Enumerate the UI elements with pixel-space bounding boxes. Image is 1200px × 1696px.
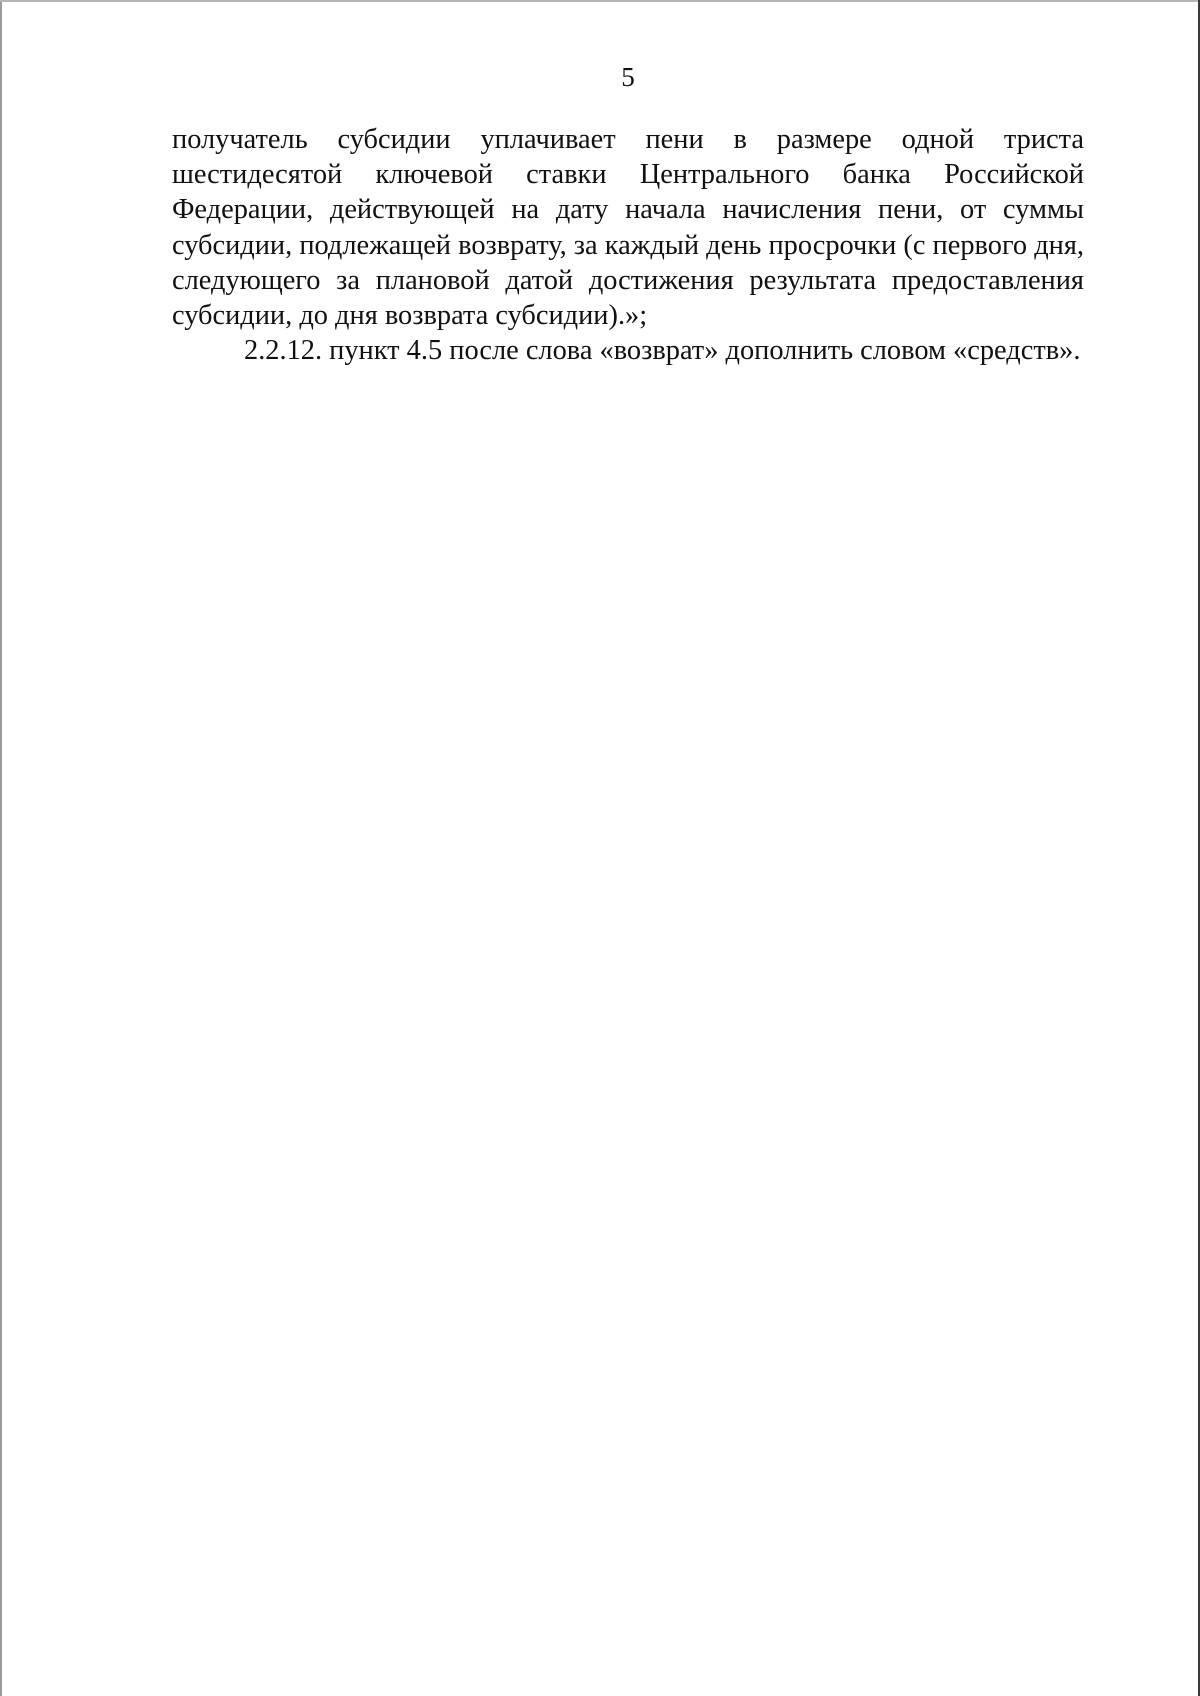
paragraph-amendment-2-2-12: 2.2.12. пункт 4.5 после слова «возврат» дополнить словом «средств». — [244, 335, 1081, 367]
paragraph-penalty-clause: получатель субсидии уплачивает пени в размере одной триста шестидесятой ключевой ставки Центрального банка Российской Федерации, действующей на дату начала начисления пени, от суммы субсидии, подлежащей возврату, за каждый день просрочки (с первого дня, следующего за плановой датой достижения результата предоставления субсидии, до дня возврата субсидии).»; — [172, 124, 1084, 332]
scan-edge-top — [0, 0, 1200, 2]
scan-edge-left — [0, 0, 2, 1696]
page-number: 5 — [621, 62, 635, 92]
document-body — [172, 122, 1084, 368]
